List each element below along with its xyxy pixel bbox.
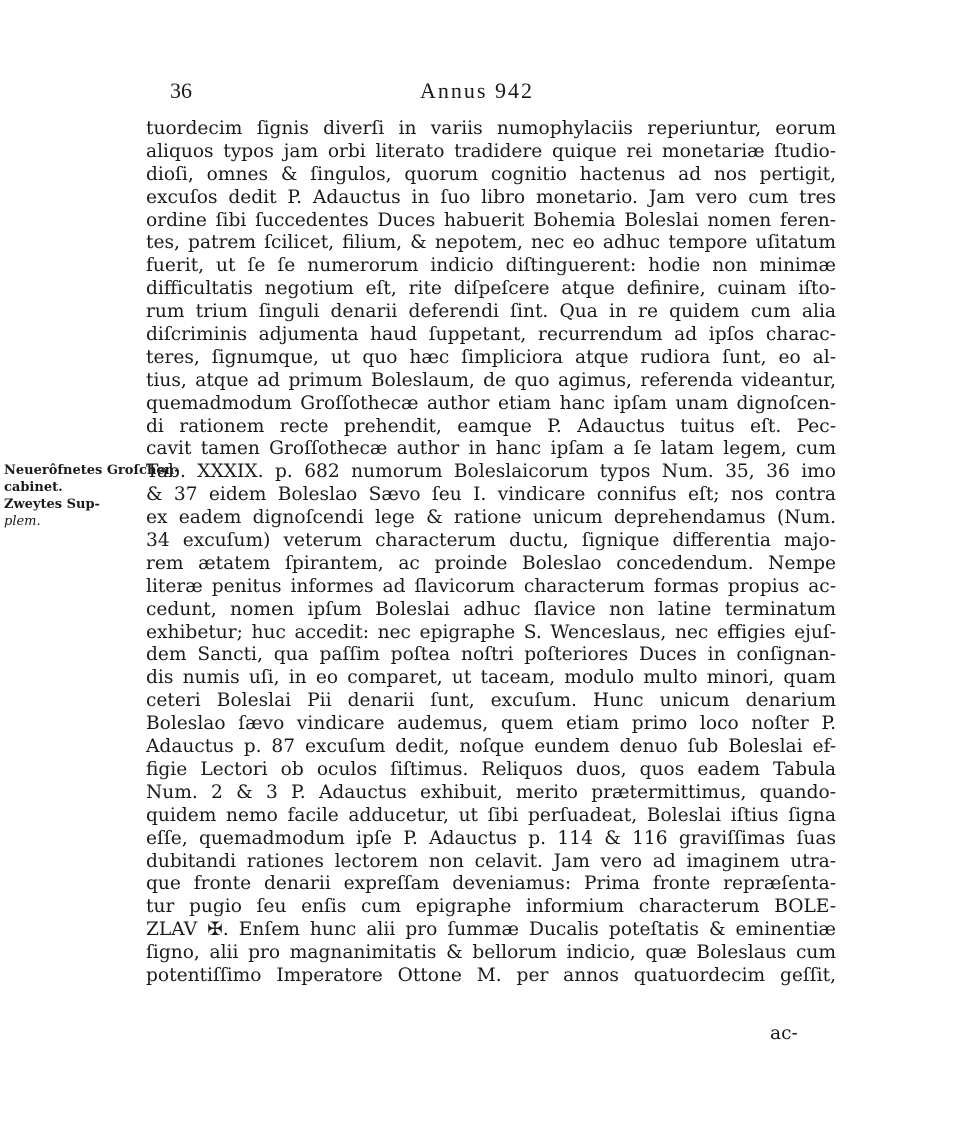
catchword: ac-: [770, 1023, 798, 1044]
text-line: quidem nemo facile adducetur, ut ſibi perſuadeat, Boleslai iſtius ſigna: [146, 804, 836, 826]
margin-note: [4, 462, 180, 530]
text-line: rum trium ſinguli denarii deferendi ſint. Qua in re quidem cum alia: [146, 301, 836, 323]
margin-note-line: cabinet.: [4, 480, 63, 495]
text-line: ex eadem dignoſcendi lege & ratione unicum deprehendamus (Num.: [146, 507, 836, 529]
margin-note-line: plem.: [4, 514, 41, 529]
text-line: quemadmodum Groſſothecæ author etiam hanc ipſam unam dignoſcen-: [146, 392, 836, 414]
text-line: teres, ſignumque, ut quo hæc ſimpliciora atque rudiora ſunt, eo al-: [146, 346, 836, 368]
text-line: ordine ſibi ſuccedentes Duces habuerit Bohemia Boleslai nomen feren-: [146, 209, 836, 231]
text-line: eſſe, quemadmodum ipſe P. Adauctus p. 114 & 116 graviſſimas ſuas: [146, 827, 836, 849]
text-line: & 37 eidem Boleslao Sævo ſeu I. vindicare connifus eſt; nos contra: [146, 484, 836, 506]
text-line: ceteri Boleslai Pii denarii ſunt, excuſum. Hunc unicum denarium: [146, 690, 836, 712]
text-line: diſcriminis adjumenta haud ſuppetant, recurrendum ad ipſos charac-: [146, 324, 836, 346]
text-line: dubitandi rationes lectorem non celavit. Jam vero ad imaginem utra-: [146, 850, 836, 872]
text-line: tes, patrem ſcilicet, filium, & nepotem, nec eo adhuc tempore uſitatum: [146, 232, 836, 254]
text-line: dem Sancti, qua paſſim poſtea noſtri poſteriores Duces in conſignan-: [146, 644, 836, 666]
text-line: ſigno, alii pro magnanimitatis & bellorum indicio, quæ Boleslaus cum: [146, 942, 836, 964]
margin-note-line: Zweytes Sup-: [4, 497, 100, 512]
text-line: excuſos dedit P. Adauctus in ſuo libro monetario. Jam vero cum tres: [146, 186, 836, 208]
margin-note-line: Neuerôfnetes Groſchen-: [4, 463, 180, 478]
text-line: que fronte denarii expreſſam deveniamus: Prima fronte repræſenta-: [146, 873, 836, 895]
text-line: tur pugio ſeu enſis cum epigraphe informium characterum BOLE-: [146, 896, 836, 918]
text-line: Tab. XXXIX. p. 682 numorum Boleslaicorum typos Num. 35, 36 imo: [146, 461, 836, 483]
text-line: exhibetur; huc accedit: nec epigraphe S. Wenceslaus, nec effigies ejuſ-: [146, 621, 836, 643]
text-line: cedunt, nomen ipſum Boleslai adhuc ſlavice non latine terminatum: [146, 598, 836, 620]
text-line: dis numis uſi, in eo comparet, ut taceam, modulo multo minori, quam: [146, 667, 836, 689]
text-line: difficultatis negotium eſt, rite diſpeſcere atque definire, cuinam iſto-: [146, 278, 836, 300]
text-line: tius, atque ad primum Boleslaum, de quo agimus, referenda videantur,: [146, 369, 836, 391]
text-line: figie Lectori ob oculos ſiſtimus. Reliquos duos, quos eadem Tabula: [146, 758, 836, 780]
page-number: 36: [170, 78, 192, 103]
text-line: ZLAV ✠. Enſem hunc alii pro ſummæ Ducalis poteſtatis & eminentiæ: [146, 919, 836, 941]
text-line: rem ætatem ſpirantem, ac proinde Boleslao concedendum. Nempe: [146, 552, 836, 574]
text-line: 34 excuſum) veterum characterum ductu, ſignique differentia majo-: [146, 530, 836, 552]
text-line: cavit tamen Groſſothecæ author in hanc ipſam a ſe latam legem, cum: [146, 438, 836, 460]
text-line: di rationem recte prehendit, eamque P. Adauctus tuitus eſt. Pec-: [146, 415, 836, 437]
body-text: [146, 118, 836, 988]
text-line: potentiſſimo Imperatore Ottone M. per annos quatuordecim geſſit,: [146, 964, 836, 986]
text-line: fuerit, ut ſe ſe numerorum indicio diſtinguerent: hodie non minimæ: [146, 255, 836, 277]
text-line: Adauctus p. 87 excuſum dedit, noſque eundem denuo ſub Boleslai ef-: [146, 736, 836, 758]
text-line: Num. 2 & 3 P. Adauctus exhibuit, merito prætermittimus, quando-: [146, 781, 836, 803]
text-line: literæ penitus informes ad ſlavicorum characterum formas propius ac-: [146, 575, 836, 597]
text-line: aliquos typos jam orbi literato tradidere quique rei monetariæ ſtudio-: [146, 140, 836, 162]
text-line: Boleslao ſævo vindicare audemus, quem etiam primo loco noſter P.: [146, 713, 836, 735]
text-line: dioſi, omnes & ſingulos, quorum cognitio hactenus ad nos pertigit,: [146, 163, 836, 185]
running-head: Annus 942: [420, 78, 534, 103]
text-line: tuordecim ſignis diverſi in variis numophylaciis reperiuntur, eorum: [146, 118, 836, 139]
